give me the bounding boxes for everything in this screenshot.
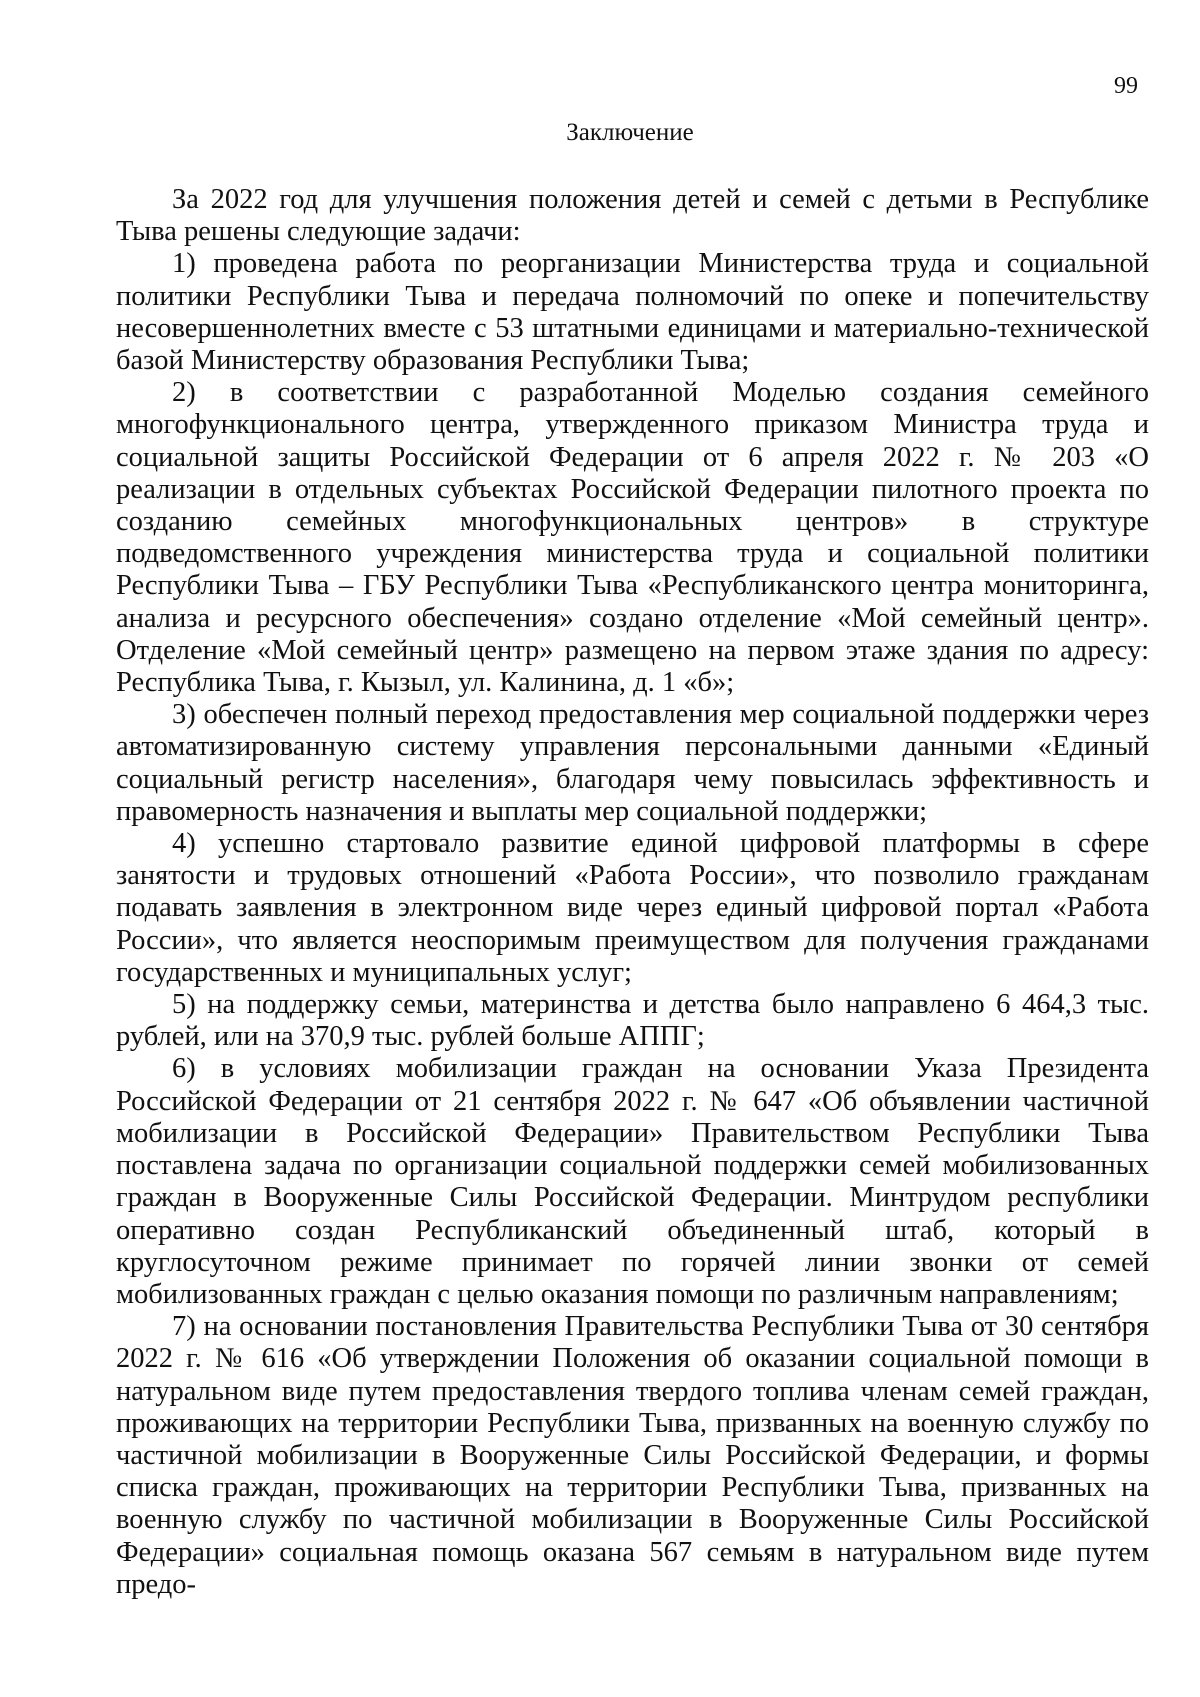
paragraph-item-7: 7) на основании постановления Правительства Республики Тыва от 30 сентября 2022 г. № 616 «Об утверждении Положения об оказании социальной помощи в натуральном виде путем предоставления твердого топлива членам семей граждан, проживающих на территории Республики Тыва, призванных на военную службу по частичной мобилизации в Вооруженные Силы Российской Федерации, и формы списка граждан, проживающих на территории Республики Тыва, призванных на военную службу по частичной мобилизации в Вооруженные Силы Российской Федерации» социальная помощь оказана 567 семьям в натуральном виде путем предо-	[116, 1311, 1149, 1600]
paragraph-item-1: 1) проведена работа по реорганизации Министерства труда и социальной политики Республики Тыва и передача полномочий по опеке и попечительству несовершеннолетних вместе с 53 штатными единицами и материально-технической базой Министерству образования Республики Тыва;	[116, 248, 1149, 377]
paragraph-item-5: 5) на поддержку семьи, материнства и детства было направлено 6 464,3 тыс. рублей, или на 370,9 тыс. рублей больше АППГ;	[116, 989, 1149, 1053]
paragraph-item-3: 3) обеспечен полный переход предоставления мер социальной поддержки через автоматизированную систему управления персональными данными «Единый социальный регистр населения», благодаря чему повысилась эффективность и правомерность назначения и выплаты мер социальной поддержки;	[116, 699, 1149, 827]
paragraph-intro: За 2022 год для улучшения положения детей и семей с детьми в Республике Тыва решены следующие задачи:	[116, 184, 1149, 248]
paragraph-item-4: 4) успешно стартовало развитие единой цифровой платформы в сфере занятости и трудовых отношений «Работа России», что позволило гражданам подавать заявления в электронном виде через единый цифровой портал «Работа России», что является неоспоримым преимуществом для получения гражданами государственных и муниципальных услуг;	[116, 828, 1149, 988]
paragraph-item-2: 2) в соответствии с разработанной Моделью создания семейного многофункционального центра, утвержденного приказом Министра труда и социальной защиты Российской Федерации от 6 апреля 2022 г. № 203 «О реализации в отдельных субъектах Российской Федерации пилотного проекта по созданию семейных многофункциональных центров» в структуре подведомственного учреждения министерства труда и социальной политики Республики Тыва – ГБУ Республики Тыва «Республиканского центра мониторинга, анализа и ресурсного обеспечения» создано отделение «Мой семейный центр». Отделение «Мой семейный центр» размещено на первом этаже здания по адресу: Республика Тыва, г. Кызыл, ул. Калинина, д. 1 «б»;	[116, 377, 1149, 699]
page-number: 99	[1114, 73, 1138, 99]
paragraph-item-6: 6) в условиях мобилизации граждан на основании Указа Президента Российской Федерации от 21 сентября 2022 г. № 647 «Об объявлении частичной мобилизации в Российской Федерации» Правительством Республики Тыва поставлена задача по организации социальной поддержки семей мобилизованных граждан в Вооруженные Силы Российской Федерации. Минтрудом республики оперативно создан Республиканский объединенный штаб, который в круглосуточном режиме принимает по горячей линии звонки от семей мобилизованных граждан с целью оказания помощи по различным направлениям;	[116, 1053, 1149, 1310]
section-title: Заключение	[566, 119, 694, 146]
document-body	[116, 184, 1149, 1601]
